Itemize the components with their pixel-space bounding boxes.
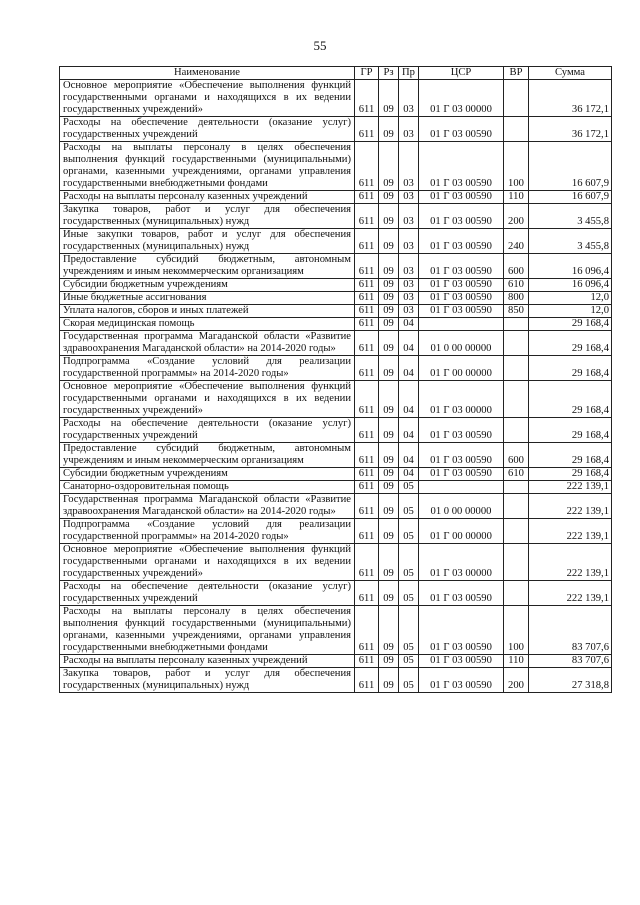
column-header-gr: ГР bbox=[355, 67, 379, 80]
cell-rz: 09 bbox=[379, 305, 399, 318]
table-row bbox=[60, 117, 612, 142]
table-row bbox=[60, 544, 612, 581]
cell-gr: 611 bbox=[355, 494, 379, 519]
table-header bbox=[60, 67, 612, 80]
cell-vr bbox=[504, 318, 529, 331]
table-row bbox=[60, 418, 612, 443]
cell-sum: 16 096,4 bbox=[529, 279, 612, 292]
cell-csr bbox=[419, 481, 504, 494]
cell-pr: 04 bbox=[399, 331, 419, 356]
cell-csr: 01 0 00 00000 bbox=[419, 494, 504, 519]
cell-pr: 05 bbox=[399, 668, 419, 693]
cell-pr: 04 bbox=[399, 418, 419, 443]
cell-csr: 01 Г 03 00590 bbox=[419, 668, 504, 693]
column-header-sum: Сумма bbox=[529, 67, 612, 80]
cell-pr: 03 bbox=[399, 229, 419, 254]
cell-sum: 222 139,1 bbox=[529, 481, 612, 494]
cell-pr: 04 bbox=[399, 318, 419, 331]
cell-csr: 01 Г 03 00590 bbox=[419, 443, 504, 468]
cell-name: Основное мероприятие «Обеспечение выполнения функций государственными органами и находящихся в их ведении государственных учреждений» bbox=[60, 544, 355, 581]
cell-csr: 01 Г 03 00590 bbox=[419, 606, 504, 655]
cell-csr: 01 Г 03 00590 bbox=[419, 581, 504, 606]
cell-rz: 09 bbox=[379, 331, 399, 356]
cell-sum: 12,0 bbox=[529, 292, 612, 305]
cell-vr: 100 bbox=[504, 142, 529, 191]
cell-name: Основное мероприятие «Обеспечение выполнения функций государственными органами и находящихся в их ведении государственных учреждений» bbox=[60, 381, 355, 418]
cell-sum: 222 139,1 bbox=[529, 494, 612, 519]
cell-vr bbox=[504, 544, 529, 581]
cell-name: Предоставление субсидий бюджетным, автономным учреждениям и иным некоммерческим организациям bbox=[60, 443, 355, 468]
cell-rz: 09 bbox=[379, 418, 399, 443]
cell-gr: 611 bbox=[355, 80, 379, 117]
cell-rz: 09 bbox=[379, 254, 399, 279]
table-row bbox=[60, 254, 612, 279]
cell-name: Расходы на обеспечение деятельности (оказание услуг) государственных учреждений bbox=[60, 117, 355, 142]
cell-csr bbox=[419, 318, 504, 331]
cell-csr: 01 Г 03 00590 bbox=[419, 305, 504, 318]
cell-gr: 611 bbox=[355, 581, 379, 606]
cell-sum: 222 139,1 bbox=[529, 544, 612, 581]
cell-pr: 05 bbox=[399, 544, 419, 581]
cell-vr bbox=[504, 381, 529, 418]
cell-rz: 09 bbox=[379, 204, 399, 229]
cell-pr: 03 bbox=[399, 292, 419, 305]
table-row bbox=[60, 142, 612, 191]
table-row bbox=[60, 318, 612, 331]
cell-name: Расходы на выплаты персоналу в целях обеспечения выполнения функций государственными (муниципальными) органами, казенными учреждениями, органами управления государственными внебюджетными фондами bbox=[60, 606, 355, 655]
cell-rz: 09 bbox=[379, 279, 399, 292]
cell-rz: 09 bbox=[379, 142, 399, 191]
cell-pr: 04 bbox=[399, 443, 419, 468]
cell-pr: 03 bbox=[399, 191, 419, 204]
cell-csr: 01 Г 03 00590 bbox=[419, 468, 504, 481]
cell-pr: 05 bbox=[399, 494, 419, 519]
cell-rz: 09 bbox=[379, 668, 399, 693]
cell-gr: 611 bbox=[355, 191, 379, 204]
budget-table bbox=[59, 66, 612, 693]
cell-sum: 3 455,8 bbox=[529, 229, 612, 254]
cell-rz: 09 bbox=[379, 191, 399, 204]
cell-gr: 611 bbox=[355, 443, 379, 468]
cell-vr: 850 bbox=[504, 305, 529, 318]
cell-csr: 01 Г 03 00590 bbox=[419, 292, 504, 305]
cell-name: Иные бюджетные ассигнования bbox=[60, 292, 355, 305]
cell-sum: 16 607,9 bbox=[529, 191, 612, 204]
column-header-rz: Рз bbox=[379, 67, 399, 80]
table-row bbox=[60, 519, 612, 544]
table-row bbox=[60, 668, 612, 693]
cell-gr: 611 bbox=[355, 655, 379, 668]
cell-name: Подпрограмма «Создание условий для реализации государственной программы» на 2014-2020 годы» bbox=[60, 356, 355, 381]
cell-vr bbox=[504, 80, 529, 117]
cell-gr: 611 bbox=[355, 229, 379, 254]
cell-name: Расходы на выплаты персоналу казенных учреждений bbox=[60, 655, 355, 668]
cell-sum: 16 607,9 bbox=[529, 142, 612, 191]
cell-rz: 09 bbox=[379, 494, 399, 519]
cell-vr: 110 bbox=[504, 655, 529, 668]
cell-gr: 611 bbox=[355, 481, 379, 494]
cell-pr: 03 bbox=[399, 254, 419, 279]
cell-gr: 611 bbox=[355, 117, 379, 142]
cell-vr bbox=[504, 418, 529, 443]
cell-vr bbox=[504, 494, 529, 519]
column-header-csr: ЦСР bbox=[419, 67, 504, 80]
cell-name: Иные закупки товаров, работ и услуг для обеспечения государственных (муниципальных) нужд bbox=[60, 229, 355, 254]
cell-gr: 611 bbox=[355, 468, 379, 481]
cell-sum: 16 096,4 bbox=[529, 254, 612, 279]
cell-name: Основное мероприятие «Обеспечение выполнения функций государственными органами и находящихся в их ведении государственных учреждений» bbox=[60, 80, 355, 117]
table-row bbox=[60, 204, 612, 229]
cell-gr: 611 bbox=[355, 142, 379, 191]
cell-pr: 04 bbox=[399, 468, 419, 481]
cell-csr: 01 Г 03 00590 bbox=[419, 117, 504, 142]
table-row bbox=[60, 606, 612, 655]
cell-name: Субсидии бюджетным учреждениям bbox=[60, 279, 355, 292]
cell-csr: 01 Г 03 00590 bbox=[419, 229, 504, 254]
cell-name: Скорая медицинская помощь bbox=[60, 318, 355, 331]
cell-vr: 600 bbox=[504, 443, 529, 468]
table-row bbox=[60, 481, 612, 494]
cell-pr: 04 bbox=[399, 356, 419, 381]
cell-vr: 110 bbox=[504, 191, 529, 204]
cell-vr bbox=[504, 331, 529, 356]
cell-pr: 03 bbox=[399, 117, 419, 142]
cell-rz: 09 bbox=[379, 381, 399, 418]
cell-pr: 05 bbox=[399, 581, 419, 606]
cell-gr: 611 bbox=[355, 318, 379, 331]
cell-pr: 05 bbox=[399, 519, 419, 544]
cell-rz: 09 bbox=[379, 468, 399, 481]
cell-rz: 09 bbox=[379, 544, 399, 581]
cell-gr: 611 bbox=[355, 279, 379, 292]
cell-rz: 09 bbox=[379, 519, 399, 544]
cell-gr: 611 bbox=[355, 292, 379, 305]
cell-name: Расходы на обеспечение деятельности (оказание услуг) государственных учреждений bbox=[60, 581, 355, 606]
cell-csr: 01 Г 03 00590 bbox=[419, 204, 504, 229]
cell-sum: 36 172,1 bbox=[529, 80, 612, 117]
cell-csr: 01 Г 03 00590 bbox=[419, 655, 504, 668]
cell-rz: 09 bbox=[379, 481, 399, 494]
cell-gr: 611 bbox=[355, 331, 379, 356]
cell-pr: 03 bbox=[399, 279, 419, 292]
cell-vr: 800 bbox=[504, 292, 529, 305]
cell-csr: 01 Г 00 00000 bbox=[419, 356, 504, 381]
cell-sum: 222 139,1 bbox=[529, 519, 612, 544]
cell-sum: 29 168,4 bbox=[529, 356, 612, 381]
cell-csr: 01 Г 03 00590 bbox=[419, 418, 504, 443]
cell-gr: 611 bbox=[355, 606, 379, 655]
cell-sum: 36 172,1 bbox=[529, 117, 612, 142]
cell-sum: 29 168,4 bbox=[529, 468, 612, 481]
cell-vr: 200 bbox=[504, 668, 529, 693]
cell-gr: 611 bbox=[355, 519, 379, 544]
cell-pr: 03 bbox=[399, 142, 419, 191]
cell-name: Подпрограмма «Создание условий для реализации государственной программы» на 2014-2020 годы» bbox=[60, 519, 355, 544]
cell-sum: 29 168,4 bbox=[529, 443, 612, 468]
cell-vr: 610 bbox=[504, 279, 529, 292]
table-row bbox=[60, 381, 612, 418]
cell-gr: 611 bbox=[355, 544, 379, 581]
cell-pr: 05 bbox=[399, 655, 419, 668]
cell-vr bbox=[504, 481, 529, 494]
cell-rz: 09 bbox=[379, 318, 399, 331]
cell-sum: 29 168,4 bbox=[529, 381, 612, 418]
cell-name: Государственная программа Магаданской области «Развитие здравоохранения Магаданской области» на 2014-2020 годы» bbox=[60, 331, 355, 356]
column-header-name: Наименование bbox=[60, 67, 355, 80]
table-row bbox=[60, 655, 612, 668]
cell-sum: 222 139,1 bbox=[529, 581, 612, 606]
cell-rz: 09 bbox=[379, 443, 399, 468]
cell-gr: 611 bbox=[355, 305, 379, 318]
table-row bbox=[60, 279, 612, 292]
cell-rz: 09 bbox=[379, 581, 399, 606]
cell-gr: 611 bbox=[355, 418, 379, 443]
cell-vr bbox=[504, 519, 529, 544]
column-header-vr: ВР bbox=[504, 67, 529, 80]
table-row bbox=[60, 229, 612, 254]
cell-csr: 01 Г 03 00590 bbox=[419, 142, 504, 191]
cell-name: Закупка товаров, работ и услуг для обеспечения государственных (муниципальных) нужд bbox=[60, 668, 355, 693]
cell-gr: 611 bbox=[355, 356, 379, 381]
table-row bbox=[60, 443, 612, 468]
cell-name: Санаторно-оздоровительная помощь bbox=[60, 481, 355, 494]
table-row bbox=[60, 581, 612, 606]
cell-pr: 05 bbox=[399, 481, 419, 494]
cell-name: Расходы на выплаты персоналу в целях обеспечения выполнения функций государственными (муниципальными) органами, казенными учреждениями, органами управления государственными внебюджетными фондами bbox=[60, 142, 355, 191]
cell-name: Расходы на обеспечение деятельности (оказание услуг) государственных учреждений bbox=[60, 418, 355, 443]
cell-rz: 09 bbox=[379, 80, 399, 117]
cell-rz: 09 bbox=[379, 292, 399, 305]
cell-gr: 611 bbox=[355, 668, 379, 693]
cell-name: Расходы на выплаты персоналу казенных учреждений bbox=[60, 191, 355, 204]
cell-sum: 12,0 bbox=[529, 305, 612, 318]
cell-rz: 09 bbox=[379, 655, 399, 668]
cell-vr bbox=[504, 581, 529, 606]
cell-sum: 27 318,8 bbox=[529, 668, 612, 693]
cell-name: Уплата налогов, сборов и иных платежей bbox=[60, 305, 355, 318]
cell-vr: 200 bbox=[504, 204, 529, 229]
cell-pr: 03 bbox=[399, 305, 419, 318]
cell-rz: 09 bbox=[379, 117, 399, 142]
cell-csr: 01 Г 03 00590 bbox=[419, 279, 504, 292]
cell-sum: 83 707,6 bbox=[529, 655, 612, 668]
cell-csr: 01 Г 03 00000 bbox=[419, 80, 504, 117]
cell-sum: 83 707,6 bbox=[529, 606, 612, 655]
table-row bbox=[60, 468, 612, 481]
cell-vr bbox=[504, 117, 529, 142]
cell-name: Закупка товаров, работ и услуг для обеспечения государственных (муниципальных) нужд bbox=[60, 204, 355, 229]
table-row bbox=[60, 292, 612, 305]
cell-vr bbox=[504, 356, 529, 381]
table-row bbox=[60, 331, 612, 356]
cell-sum: 29 168,4 bbox=[529, 318, 612, 331]
cell-pr: 04 bbox=[399, 381, 419, 418]
cell-gr: 611 bbox=[355, 381, 379, 418]
cell-vr: 610 bbox=[504, 468, 529, 481]
cell-sum: 29 168,4 bbox=[529, 418, 612, 443]
table-body bbox=[60, 80, 612, 693]
cell-rz: 09 bbox=[379, 356, 399, 381]
cell-csr: 01 Г 03 00590 bbox=[419, 191, 504, 204]
cell-pr: 05 bbox=[399, 606, 419, 655]
table-row bbox=[60, 80, 612, 117]
cell-csr: 01 Г 03 00000 bbox=[419, 544, 504, 581]
cell-gr: 611 bbox=[355, 204, 379, 229]
cell-pr: 03 bbox=[399, 80, 419, 117]
cell-name: Предоставление субсидий бюджетным, автономным учреждениям и иным некоммерческим организациям bbox=[60, 254, 355, 279]
cell-vr: 100 bbox=[504, 606, 529, 655]
cell-vr: 240 bbox=[504, 229, 529, 254]
cell-name: Субсидии бюджетным учреждениям bbox=[60, 468, 355, 481]
cell-sum: 29 168,4 bbox=[529, 331, 612, 356]
cell-vr: 600 bbox=[504, 254, 529, 279]
cell-pr: 03 bbox=[399, 204, 419, 229]
cell-csr: 01 0 00 00000 bbox=[419, 331, 504, 356]
cell-rz: 09 bbox=[379, 229, 399, 254]
cell-csr: 01 Г 03 00590 bbox=[419, 254, 504, 279]
cell-name: Государственная программа Магаданской области «Развитие здравоохранения Магаданской области» на 2014-2020 годы» bbox=[60, 494, 355, 519]
cell-rz: 09 bbox=[379, 606, 399, 655]
cell-gr: 611 bbox=[355, 254, 379, 279]
column-header-pr: Пр bbox=[399, 67, 419, 80]
page-number: 55 bbox=[313, 38, 327, 53]
table-row bbox=[60, 191, 612, 204]
cell-csr: 01 Г 03 00000 bbox=[419, 381, 504, 418]
cell-sum: 3 455,8 bbox=[529, 204, 612, 229]
table-row bbox=[60, 356, 612, 381]
table-row bbox=[60, 305, 612, 318]
cell-csr: 01 Г 00 00000 bbox=[419, 519, 504, 544]
table-row bbox=[60, 494, 612, 519]
